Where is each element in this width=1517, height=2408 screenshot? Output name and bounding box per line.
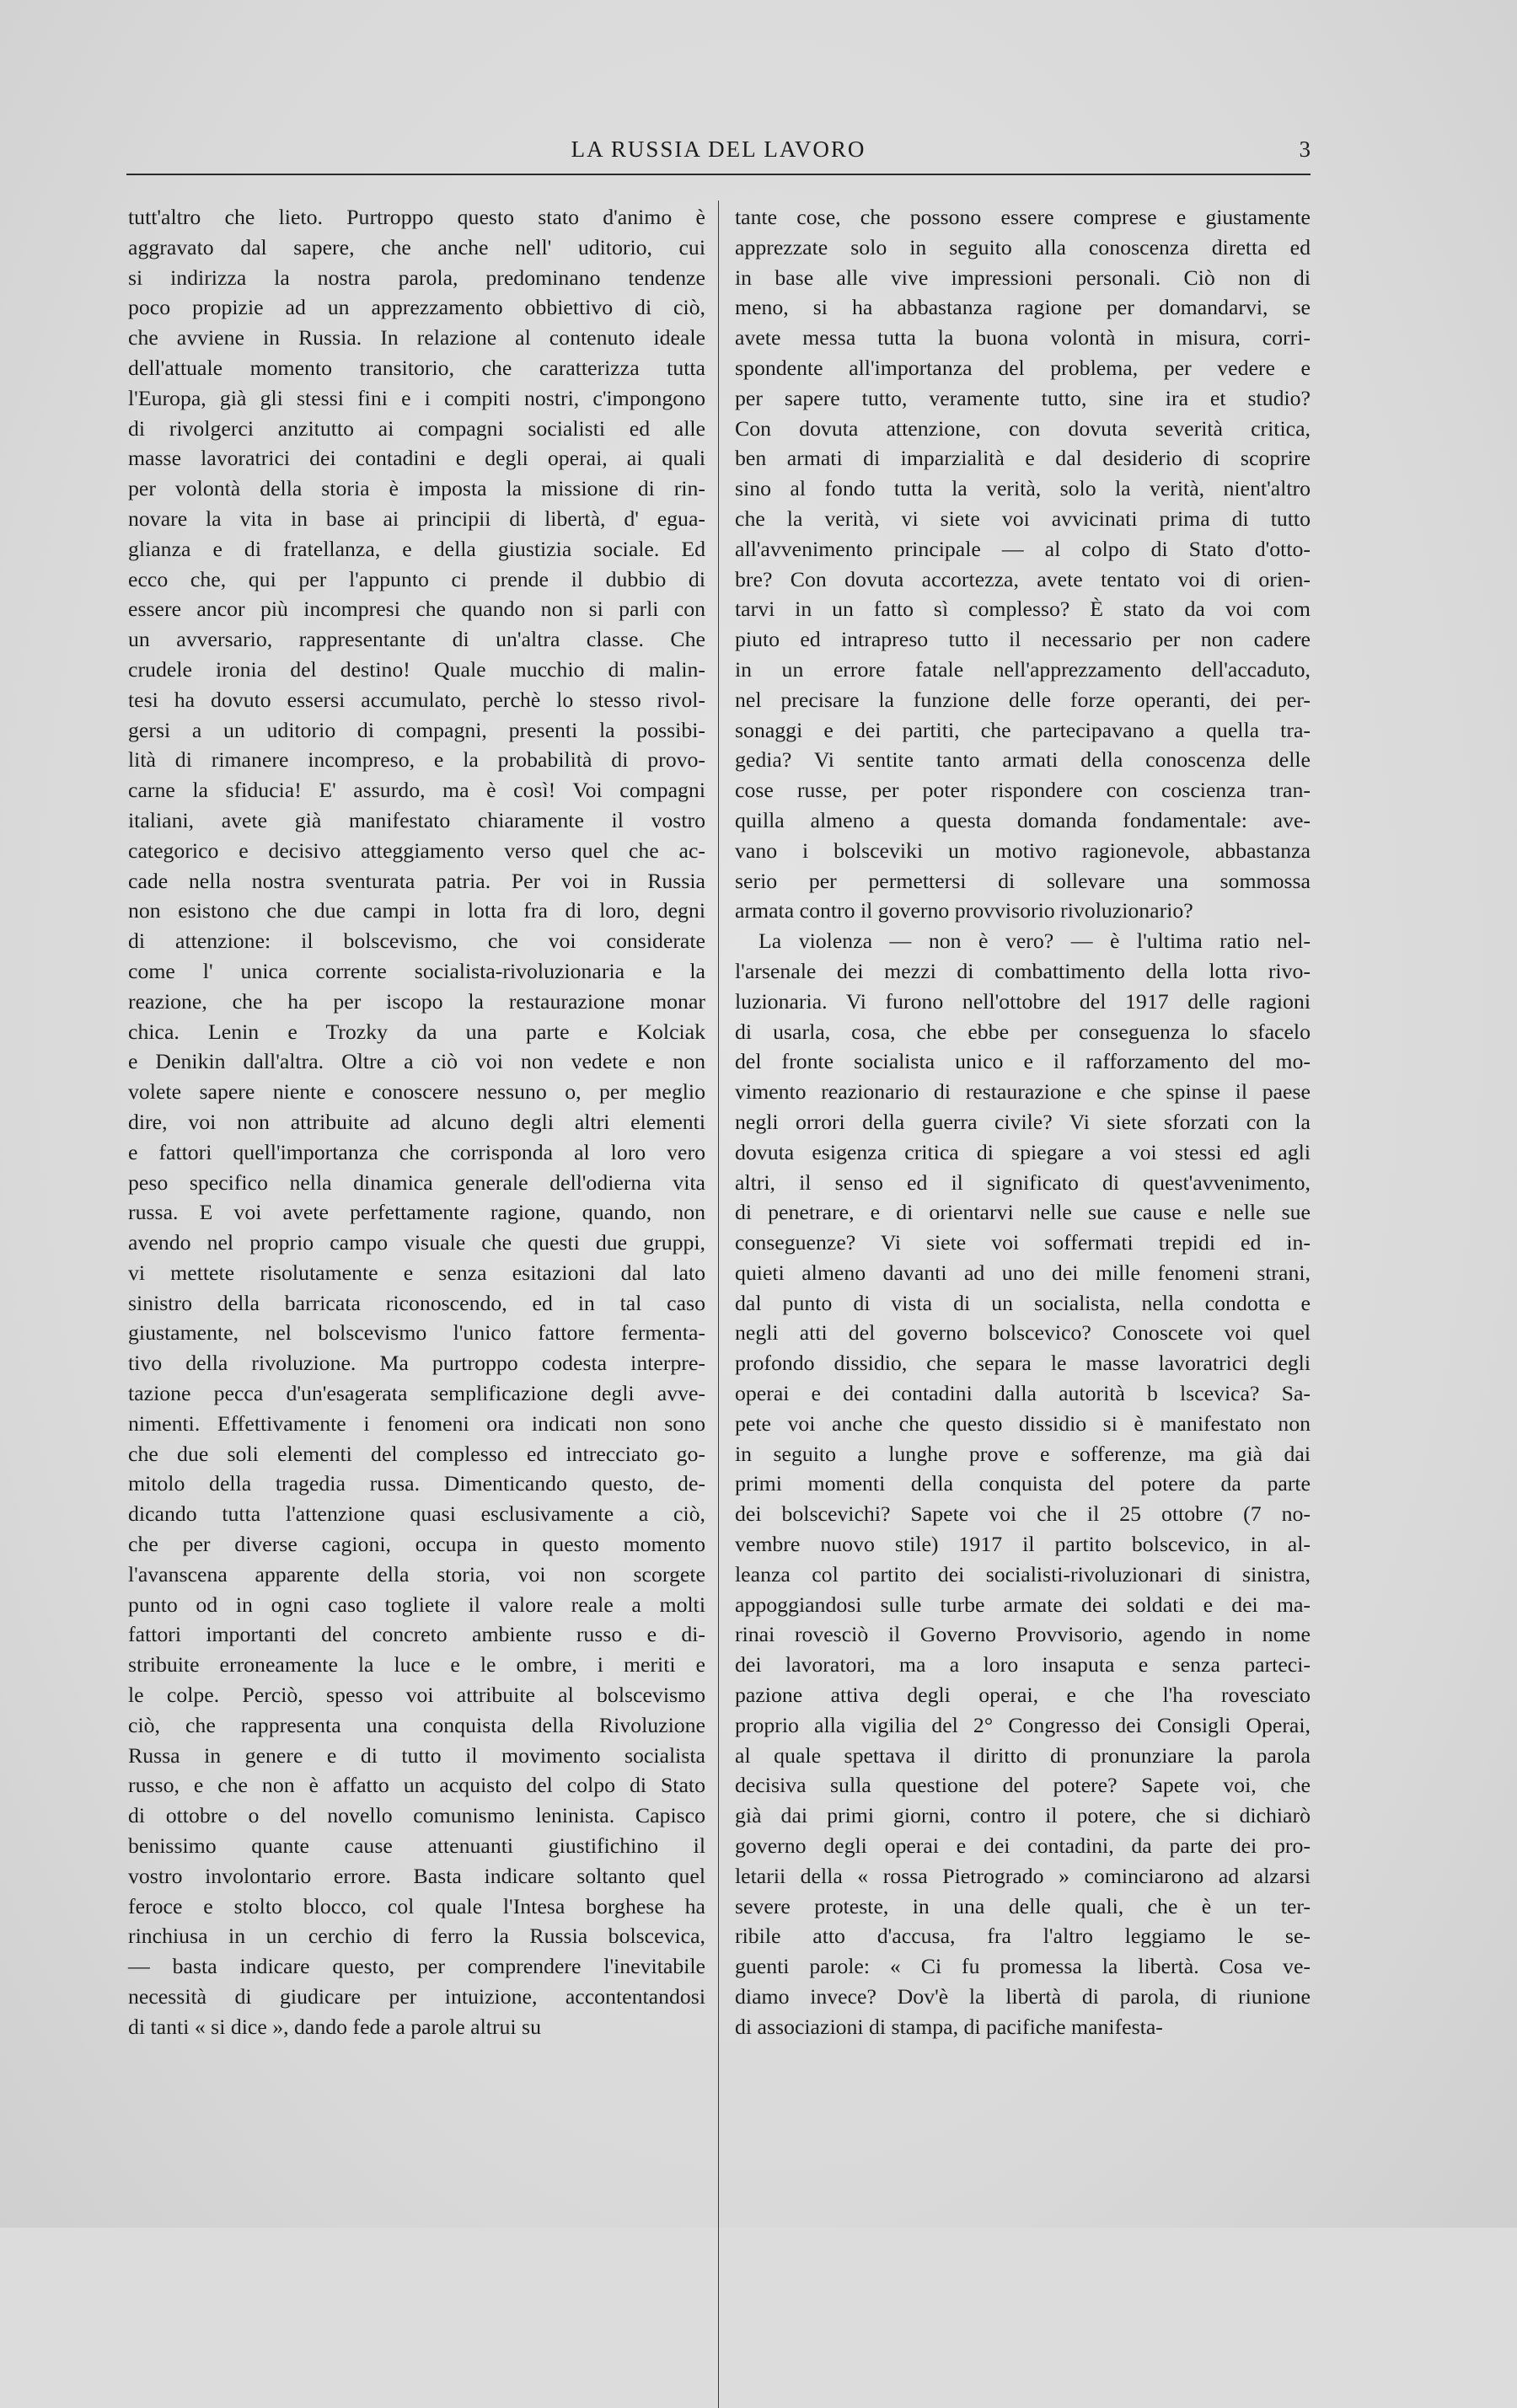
text-line: negli orrori della guerra civile? Vi siete sforzati con la — [735, 1109, 1311, 1134]
text-line: si indirizza la nostra parola, predominano tendenze — [128, 265, 705, 290]
column-divider — [718, 201, 719, 2408]
text-line: ecco che, qui per l'appunto ci prende il dubbio di — [128, 566, 705, 591]
text-line: carne la sfiducia! E' assurdo, ma è così! Voi compagni — [128, 778, 705, 803]
text-line: diamo invece? Dov'è la libertà di parola, di riunione — [735, 1984, 1311, 2009]
text-line: vimento reazionario di restaurazione e che spinse il paese — [735, 1079, 1311, 1105]
text-line: non esistono che due campi in lotta fra di loro, degni — [128, 898, 705, 923]
text-line: punto od in ogni caso togliete il valore reale a molti — [128, 1592, 705, 1617]
text-line: meno, si ha abbastanza ragione per domandarvi, se — [735, 295, 1311, 320]
text-line: cade nella nostra sventurata patria. Per voi in Russia — [128, 868, 705, 893]
text-line: di attenzione: il bolscevismo, che voi considerate — [128, 928, 705, 954]
left-column — [128, 202, 705, 2042]
text-line: sinistro della barricata riconoscendo, ed in tal caso — [128, 1290, 705, 1315]
text-line: di ottobre o del novello comunismo leninista. Capisco — [128, 1803, 705, 1828]
text-line: all'avvenimento principale — al colpo di Stato d'otto- — [735, 536, 1311, 561]
text-line: serio per permettersi di sollevare una sommossa — [735, 868, 1311, 893]
header-rule — [126, 174, 1311, 175]
text-line: tesi ha dovuto essersi accumulato, perchè lo stesso rivol- — [128, 687, 705, 712]
text-line: — basta indicare questo, per comprendere l'inevitabile — [128, 1954, 705, 1979]
text-line: avete messa tutta la buona volontà in misura, corri- — [735, 325, 1311, 350]
text-line: quieti almeno davanti ad uno dei mille fenomeni strani, — [735, 1260, 1311, 1285]
text-line: pete voi anche che questo dissidio si è manifestato non — [735, 1410, 1311, 1436]
running-title: LA RUSSIA DEL LAVORO — [571, 136, 866, 162]
text-line: conseguenze? Vi siete voi soffermati trepidi ed in- — [735, 1230, 1311, 1255]
text-line: proprio alla vigilia del 2° Congresso dei Consigli Operai, — [735, 1712, 1311, 1737]
text-line: leanza col partito dei socialisti-rivoluzionari di sinistra, — [735, 1561, 1311, 1587]
text-line: al quale spettava il diritto di pronunziare la parola — [735, 1742, 1311, 1768]
text-line: russa. E voi avete perfettamente ragione, quando, non — [128, 1200, 705, 1225]
text-line: poco propizie ad un apprezzamento obbiettivo di ciò, — [128, 295, 705, 320]
text-line: peso specifico nella dinamica generale dell'odierna vita — [128, 1169, 705, 1195]
text-line: quilla almeno a questa domanda fondamentale: ave- — [735, 807, 1311, 832]
text-line: in un errore fatale nell'apprezzamento dell'accaduto, — [735, 656, 1311, 682]
text-line: spondente all'importanza del problema, per vedere e — [735, 355, 1311, 380]
text-line: e fattori quell'importanza che corrisponda al loro vero — [128, 1139, 705, 1164]
text-line: dovuta esigenza critica di spiegare a voi stessi ed agli — [735, 1139, 1311, 1164]
text-line: masse lavoratrici dei contadini e degli operai, ai quali — [128, 446, 705, 471]
text-line: che per diverse cagioni, occupa in questo momento — [128, 1532, 705, 1557]
text-line: dire, voi non attribuite ad alcuno degli altri elementi — [128, 1109, 705, 1134]
running-header — [126, 136, 1311, 170]
text-line: apprezzate solo in seguito alla conoscenza diretta ed — [735, 234, 1311, 260]
text-line: dal punto di vista di un socialista, nella condotta e — [735, 1290, 1311, 1315]
text-line: nimenti. Effettivamente i fenomeni ora indicati non sono — [128, 1410, 705, 1436]
text-line: volete sapere niente e conoscere nessuno o, per meglio — [128, 1079, 705, 1105]
text-line: tarvi in un fatto sì complesso? È stato da voi com — [735, 597, 1311, 622]
text-line: per volontà della storia è imposta la missione di rin- — [128, 476, 705, 501]
text-line: essere ancor più incompresi che quando non si parli con — [128, 597, 705, 622]
text-line: bre? Con dovuta accortezza, avete tentato voi di orien- — [735, 566, 1311, 591]
text-line: di usarla, cosa, che ebbe per conseguenza lo sfacelo — [735, 1019, 1311, 1044]
text-line: di rivolgerci anzitutto ai compagni socialisti ed alle — [128, 415, 705, 441]
text-line: di tanti « si dice », dando fede a parole altrui su — [128, 2014, 541, 2039]
text-line: luzionaria. Vi furono nell'ottobre del 1917 delle ragioni — [735, 988, 1311, 1014]
text-line: le colpe. Perciò, spesso voi attribuite al bolscevismo — [128, 1683, 705, 1708]
text-line: gedia? Vi sentite tanto armati della conoscenza delle — [735, 747, 1311, 773]
text-line: piuto ed intrapreso tutto il necessario per non cadere — [735, 627, 1311, 652]
text-line: tante cose, che possono essere comprese e giustamente — [735, 205, 1311, 229]
text-line: che avviene in Russia. In relazione al contenuto ideale — [128, 325, 705, 350]
text-line: ciò, che rappresenta una conquista della Rivoluzione — [128, 1712, 705, 1737]
text-line: severe proteste, in una delle quali, che è un ter- — [735, 1893, 1311, 1918]
text-line: italiani, avete già manifestato chiaramente il vostro — [128, 807, 705, 832]
text-line: sonaggi e dei partiti, che partecipavano a quella tra- — [735, 717, 1311, 742]
text-line: cose russe, per poter rispondere con coscienza tran- — [735, 778, 1311, 803]
text-line: di penetrare, e di orientarvi nelle sue cause e nelle sue — [735, 1200, 1311, 1225]
text-line: ben armati di imparzialità e dal desiderio di scoprire — [735, 446, 1311, 471]
text-line: novare la vita in base ai principii di libertà, d' egua- — [128, 506, 705, 531]
text-line: vembre nuovo stile) 1917 il partito bolscevico, in al- — [735, 1532, 1311, 1557]
text-line: Con dovuta attenzione, con dovuta severità critica, — [735, 415, 1311, 441]
text-line: vostro involontario errore. Basta indicare soltanto quel — [128, 1863, 705, 1888]
text-line: l'arsenale dei mezzi di combattimento della lotta rivo- — [735, 958, 1311, 983]
text-line: benissimo quante cause attenuanti giustifichino il — [128, 1833, 705, 1859]
text-line: avendo nel proprio campo visuale che questi due gruppi, — [128, 1230, 705, 1255]
text-line: di associazioni di stampa, di pacifiche manifesta- — [735, 2014, 1163, 2039]
text-line: già dai primi giorni, contro il potere, che si dichiarò — [735, 1803, 1311, 1828]
text-line: pazione attiva degli operai, e che l'ha rovesciato — [735, 1683, 1311, 1708]
text-line: dicando tutta l'attenzione quasi esclusivamente a ciò, — [128, 1501, 705, 1527]
text-line: categorico e decisivo atteggiamento verso quel che ac- — [128, 837, 705, 863]
text-line: negli atti del governo bolscevico? Conoscete voi quel — [735, 1320, 1311, 1346]
text-line: stribuite erroneamente la luce e le ombre, i meriti e — [128, 1652, 705, 1678]
text-line: reazione, che ha per iscopo la restaurazione monar — [128, 988, 705, 1014]
text-line: un avversario, rappresentante di un'altra classe. Che — [128, 627, 705, 652]
text-line: tutt'altro che lieto. Purtroppo questo stato d'animo è — [128, 205, 705, 229]
text-line: per sapere tutto, veramente tutto, sine ira et studio? — [735, 385, 1311, 410]
text-line: operai e dei contadini dalla autorità b lscevica? Sa- — [735, 1381, 1311, 1406]
text-line: chica. Lenin e Trozky da una parte e Kolciak — [128, 1019, 705, 1044]
text-line: rinchiusa in un cerchio di ferro la Russia bolscevica, — [128, 1924, 705, 1949]
text-line: Russa in genere e di tutto il movimento socialista — [128, 1742, 705, 1768]
text-line: necessità di giudicare per intuizione, accontentandosi — [128, 1984, 705, 2009]
text-line: gersi a un uditorio di compagni, presenti la possibi- — [128, 717, 705, 742]
text-line: letarii della « rossa Pietrogrado » cominciarono ad alzarsi — [735, 1863, 1311, 1888]
text-line: come l' unica corrente socialista-rivoluzionaria e la — [128, 958, 705, 983]
text-line: dei lavoratori, ma a loro insaputa e senza parteci- — [735, 1652, 1311, 1678]
text-line: decisiva sulla questione del potere? Sapete voi, che — [735, 1773, 1311, 1798]
text-line: feroce e stolto blocco, col quale l'Intesa borghese ha — [128, 1893, 705, 1918]
text-line: russo, e che non è affatto un acquisto del colpo di Stato — [128, 1773, 705, 1798]
text-line: che la verità, vi siete voi avvicinati prima di tutto — [735, 506, 1311, 531]
text-line: fattori importanti del concreto ambiente russo e di- — [128, 1622, 705, 1647]
text-line: in seguito a lunghe prove e sofferenze, ma già dai — [735, 1441, 1311, 1466]
text-line: appoggiandosi sulle turbe armate dei soldati e dei ma- — [735, 1592, 1311, 1617]
text-line: governo degli operai e dei contadini, da parte dei pro- — [735, 1833, 1311, 1859]
text-line: La violenza — non è vero? — è l'ultima ratio nel- — [758, 928, 1311, 954]
text-line: nel precisare la funzione delle forze operanti, dei per- — [735, 687, 1311, 712]
text-line: sino al fondo tutta la verità, solo la verità, nient'altro — [735, 476, 1311, 501]
text-line: in base alle vive impressioni personali. Ciò non di — [735, 265, 1311, 290]
text-line: guenti parole: « Ci fu promessa la libertà. Cosa ve- — [735, 1954, 1311, 1979]
text-line: profondo dissidio, che separa le masse lavoratrici degli — [735, 1351, 1311, 1376]
text-line: tazione pecca d'un'esagerata semplificazione degli avve- — [128, 1381, 705, 1406]
text-line: che due soli elementi del complesso ed intrecciato go- — [128, 1441, 705, 1466]
text-line: aggravato dal sapere, che anche nell' uditorio, cui — [128, 234, 705, 260]
text-line: l'Europa, già gli stessi fini e i compiti nostri, c'impongono — [128, 385, 705, 410]
text-line: e Denikin dall'altra. Oltre a ciò voi non vedete e non — [128, 1049, 705, 1074]
text-line: primi momenti della conquista del potere da parte — [735, 1471, 1311, 1496]
text-line: rinai rovesciò il Governo Provvisorio, agendo in nome — [735, 1622, 1311, 1647]
text-line: mitolo della tragedia russa. Dimenticando questo, de- — [128, 1471, 705, 1496]
text-line: del fronte socialista unico e il rafforzamento del mo- — [735, 1049, 1311, 1074]
text-line: vi mettete risolutamente e senza esitazioni dal lato — [128, 1260, 705, 1285]
text-line: crudele ironia del destino! Quale mucchio di malin- — [128, 656, 705, 682]
text-line: l'avanscena apparente della storia, voi non scorgete — [128, 1561, 705, 1587]
right-column — [735, 202, 1311, 2042]
text-line: altri, il senso ed il significato di quest'avvenimento, — [735, 1169, 1311, 1195]
text-line: dei bolscevichi? Sapete voi che il 25 ottobre (7 no- — [735, 1501, 1311, 1527]
text-line: lità di rimanere incompreso, e la probabilità di provo- — [128, 747, 705, 773]
text-line: ribile atto d'accusa, fra l'altro leggiamo le se- — [735, 1924, 1311, 1949]
text-line: armata contro il governo provvisorio rivoluzionario? — [735, 898, 1193, 923]
page-number: 3 — [1299, 136, 1311, 162]
text-line: tivo della rivoluzione. Ma purtroppo codesta interpre- — [128, 1351, 705, 1376]
text-line: giustamente, nel bolscevismo l'unico fattore fermenta- — [128, 1320, 705, 1346]
text-line: dell'attuale momento transitorio, che caratterizza tutta — [128, 355, 705, 380]
text-line: glianza e di fratellanza, e della giustizia sociale. Ed — [128, 536, 705, 561]
text-line: vano i bolsceviki un motivo ragionevole, abbastanza — [735, 837, 1311, 863]
